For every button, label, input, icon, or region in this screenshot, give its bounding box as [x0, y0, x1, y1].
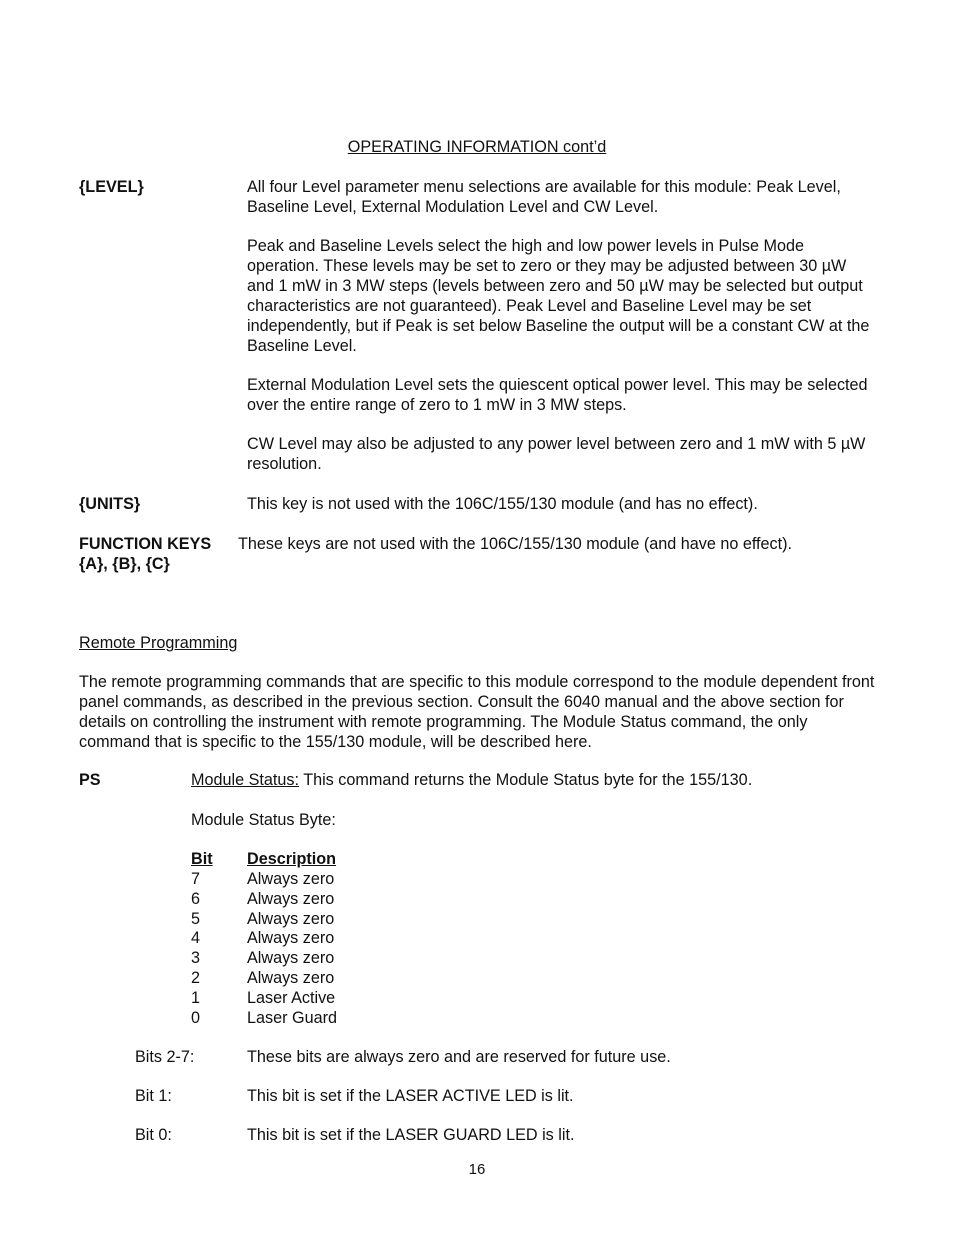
page-title: OPERATING INFORMATION cont’d: [347, 138, 607, 156]
bit-cell: 2: [191, 969, 201, 987]
remote-programming-heading: Remote Programming: [79, 634, 238, 652]
description-cell: Always zero: [247, 890, 335, 908]
units-text: This key is not used with the 106C/155/130 module (and has no effect).: [247, 495, 758, 513]
function-keys-label: [79, 534, 211, 574]
description-cell: Always zero: [247, 969, 335, 987]
function-keys-text: These keys are not used with the 106C/155/130 module (and have no effect).: [238, 535, 793, 553]
function-keys-label-line2: {A}, {B}, {C}: [79, 555, 170, 573]
ps-text: This command returns the Module Status byte for the 155/130.: [298, 771, 753, 789]
bit-cell: 4: [191, 929, 201, 947]
bit-0-label: Bit 0:: [135, 1126, 172, 1144]
units-label: {UNITS}: [79, 495, 141, 513]
description-cell: Always zero: [247, 949, 335, 967]
ps-title: Module Status:: [191, 771, 299, 789]
level-paragraph-4: CW Level may also be adjusted to any power level between zero and 1 mW with 5 µW resolution.: [247, 435, 866, 473]
bit-cell: 6: [191, 890, 201, 908]
bit-1-text: This bit is set if the LASER ACTIVE LED is lit.: [247, 1087, 574, 1105]
description-cell: Always zero: [247, 870, 335, 888]
ps-description: [191, 770, 881, 790]
bit-table: [0, 849, 954, 1029]
ps-label: PS: [79, 771, 101, 789]
description-column-header: Description: [247, 850, 337, 868]
bit-cell: 1: [191, 989, 201, 1007]
bit-1-label: Bit 1:: [135, 1087, 172, 1105]
level-paragraph-2: Peak and Baseline Levels select the high and low power levels in Pulse Mode operation. These levels may be set to zero or they may be adjusted between 30 µW and 1 mW in 3 MW steps (levels between zero and 50 µW may be selected but output characteristics are not guaranteed). Peak Level and Baseline Level may be set independently, but if Peak is set below Baseline the output will be a constant CW at the Baseline Level.: [247, 237, 870, 355]
bit-0-text: This bit is set if the LASER GUARD LED is lit.: [247, 1126, 575, 1144]
bits-2-7-text: These bits are always zero and are reserved for future use.: [247, 1048, 671, 1066]
level-label: {LEVEL}: [79, 178, 144, 196]
bits-2-7-label: Bits 2-7:: [135, 1048, 195, 1066]
level-paragraph-3: External Modulation Level sets the quiescent optical power level. This may be selected over the entire range of zero to 1 mW in 3 MW steps.: [247, 376, 868, 414]
page-number: 16: [468, 1161, 486, 1178]
bit-cell: 7: [191, 870, 201, 888]
description-cell: Laser Active: [247, 989, 336, 1007]
description-cell: Laser Guard: [247, 1009, 337, 1027]
bit-cell: 3: [191, 949, 201, 967]
level-paragraph-1: All four Level parameter menu selections are available for this module: Peak Level, Baseline Level, External Modulation Level and CW Level.: [247, 178, 841, 216]
bit-cell: 5: [191, 910, 201, 928]
description-cell: Always zero: [247, 910, 335, 928]
module-status-byte-heading: Module Status Byte:: [191, 811, 336, 829]
bit-cell: 0: [191, 1009, 201, 1027]
remote-programming-intro: The remote programming commands that are specific to this module correspond to the module dependent front panel commands, as described in the previous section. Consult the 6040 manual and the above section for details on controlling the instrument with remote programming. The Module Status command, the only command that is specific to the 155/130 module, will be described here.: [79, 673, 875, 751]
description-cell: Always zero: [247, 929, 335, 947]
bit-column-header: Bit: [191, 850, 213, 868]
function-keys-label-line1: FUNCTION KEYS: [79, 535, 212, 553]
